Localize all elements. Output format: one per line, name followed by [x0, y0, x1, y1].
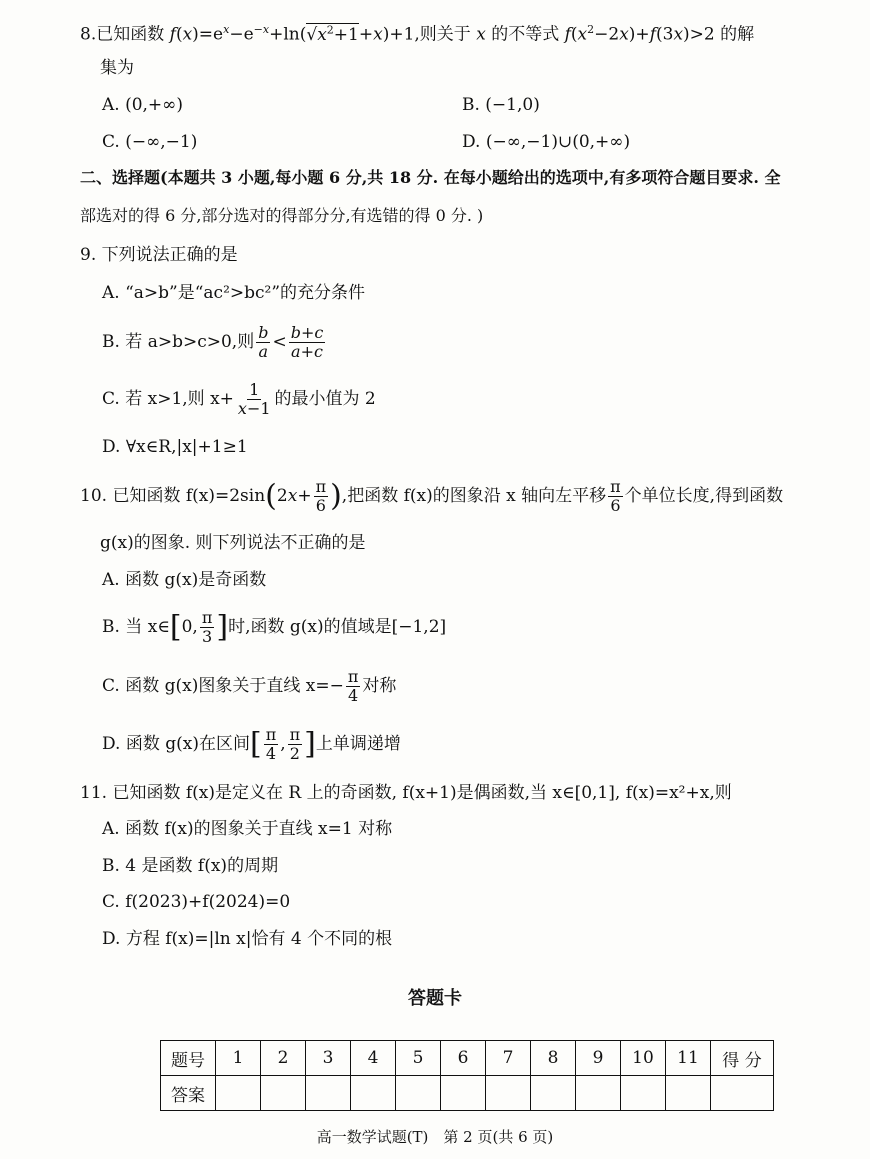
header-label-cell: 题号: [161, 1041, 216, 1076]
question-number-cell: 3: [306, 1041, 351, 1076]
q11-option-a: A. 函数 f(x)的图象关于直线 x=1 对称: [102, 819, 393, 839]
q8-stem-line1: 8.已知函数 $f(x)=e^x-e^{-x}+\ln(√x^2+1+x)+1$,则关于 x 的不等式 $f(x^2-2x)+f(3x)>2$ 的解: [80, 23, 755, 45]
question-number-cell: 2: [261, 1041, 306, 1076]
answer-cell[interactable]: [531, 1076, 576, 1111]
question-number-cell: 10: [621, 1041, 666, 1076]
section2-line1: 二、选择题(本题共 3 小题,每小题 6 分,共 18 分. 在每小题给出的选项中,有多项符合题目要求. 全: [80, 168, 781, 187]
answer-card-header-row: [161, 1041, 774, 1076]
answer-cell[interactable]: [441, 1076, 486, 1111]
answer-cell[interactable]: [351, 1076, 396, 1111]
q8-option-b: B. (−1,0): [462, 95, 540, 115]
question-number-cell: 11: [666, 1041, 711, 1076]
q11-option-d: D. 方程 f(x)=|ln x|恰有 4 个不同的根: [102, 929, 393, 949]
answer-card-answer-row: [161, 1076, 774, 1111]
question-number-cell: 5: [396, 1041, 441, 1076]
page-footer: 高一数学试题(T) 第 2 页(共 6 页): [316, 1128, 554, 1146]
answer-label-cell: 答案: [161, 1076, 216, 1111]
answer-cell[interactable]: [261, 1076, 306, 1111]
q9-option-a: A. “a>b”是“ac²>bc²”的充分条件: [102, 283, 366, 303]
q10-option-c: C. 函数 g(x)图象关于直线 x=− $\frac{\pi}{4}$ 对称: [102, 667, 397, 705]
q10-option-a: A. 函数 g(x)是奇函数: [102, 570, 267, 590]
q9-stem: 9. 下列说法正确的是: [80, 245, 238, 265]
question-number-cell: 4: [351, 1041, 396, 1076]
q8-stem-line2: 集为: [100, 58, 134, 78]
answer-cell[interactable]: [216, 1076, 261, 1111]
score-label-cell: 得 分: [711, 1041, 774, 1076]
answer-cell[interactable]: [576, 1076, 621, 1111]
q10-stem-line2: g(x)的图象. 则下列说法不正确的是: [100, 533, 366, 553]
q8-option-a: A. (0,+∞): [102, 95, 183, 115]
question-number-cell: 8: [531, 1041, 576, 1076]
question-number-cell: 7: [486, 1041, 531, 1076]
q9-option-b: B. 若 a>b>c>0,则 $\frac{b}{a}$ < $\frac{b+c}{a+c}$: [102, 323, 324, 361]
q10-option-b: B. 当 x∈[0, $\frac{\pi}{3}$ ]时,函数 g(x)的值域是[−1,2]: [102, 608, 447, 646]
q8-option-c: C. (−∞,−1): [102, 132, 198, 152]
answer-cell[interactable]: [621, 1076, 666, 1111]
answer-card-table: [160, 1040, 774, 1111]
answer-cell[interactable]: [486, 1076, 531, 1111]
q11-option-b: B. 4 是函数 f(x)的周期: [102, 856, 279, 876]
q10-stem-line1: 10. 已知函数 f(x)=2sin(2x+ $\frac{\pi}{6}$ ),把函数 f(x)的图象沿 x 轴向左平移 $\frac{\pi}{6}$ 个单位长度,得到函数: [80, 477, 784, 515]
answer-cell[interactable]: [396, 1076, 441, 1111]
score-cell[interactable]: [711, 1076, 774, 1111]
answer-cell[interactable]: [666, 1076, 711, 1111]
q9-option-d: D. ∀x∈R,|x|+1≥1: [102, 437, 248, 457]
q11-option-c: C. f(2023)+f(2024)=0: [102, 892, 291, 912]
q10-option-d: D. 函数 g(x)在区间[ $\frac{\pi}{4}$ , $\frac{\pi}{2}$ ]上单调递增: [102, 725, 401, 763]
question-number-cell: 9: [576, 1041, 621, 1076]
section2-line2: 部选对的得 6 分,部分选对的得部分分,有选错的得 0 分. ): [80, 206, 484, 225]
question-number-cell: 6: [441, 1041, 486, 1076]
q9-option-c: C. 若 x>1,则 x+ $\frac{1}{x-1}$ 的最小值为 2: [102, 380, 376, 418]
q11-stem: 11. 已知函数 f(x)是定义在 R 上的奇函数, f(x+1)是偶函数,当 x∈[0,1], f(x)=x²+x,则: [80, 783, 732, 803]
answer-card-title: 答题卡: [408, 988, 462, 1009]
answer-cell[interactable]: [306, 1076, 351, 1111]
question-number-cell: 1: [216, 1041, 261, 1076]
q8-option-d: D. (−∞,−1)∪(0,+∞): [462, 132, 631, 152]
